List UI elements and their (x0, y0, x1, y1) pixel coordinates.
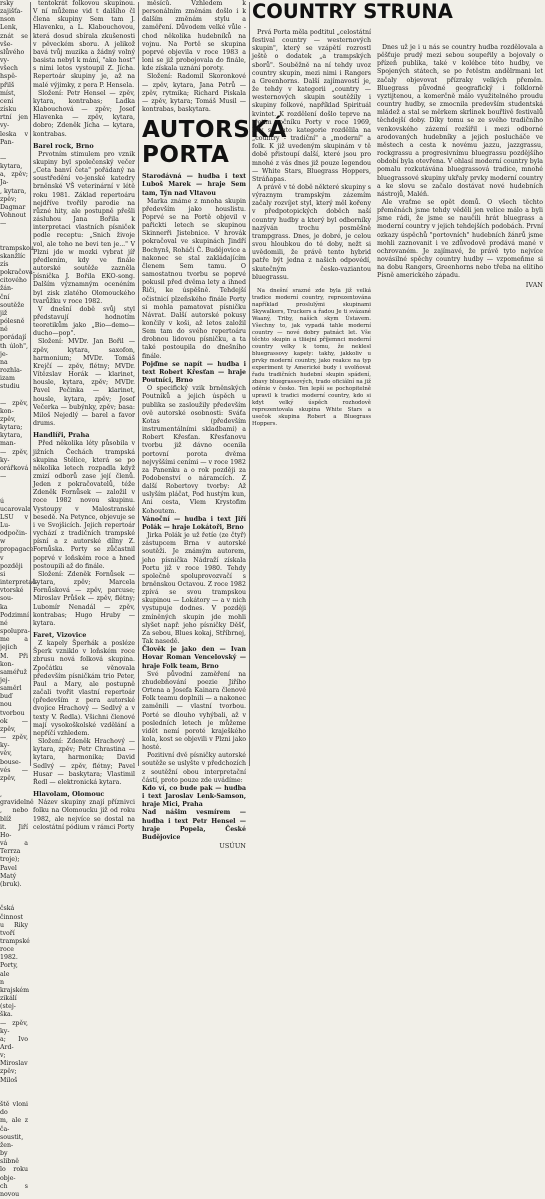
members-list: Složení: Zdeněk Hrachový — kytara, zpěv; Petr Chrastina — kytara, harmonika; David Sedlvý — zpěv, flétny; Pavel Husar — baskytara; Vlastimil Ředl — elektronická kytara. (33, 738, 135, 786)
country-struna-column-right (377, 0, 543, 768)
band-heading: Hlavolam, Olomouc (33, 789, 105, 798)
paragraph: Z kapely Šperhák a posléze Šperk vzniklo v loňském roce zbrusu nová folková skupina. Zpočátku se věnovala především písničkám trio Peter, Paul a Mary, ale postupně začali tvořit vlastní repertoár (především z pera autorské dvojice Hrachový — Sedlvý a v texty V. Ředla). Všichni členové mají vysokoškolské vzdělání a nepříčí vzhledem. (33, 640, 135, 737)
song-entry: Starodávná — hudba i text Luboš Marek — hraje Sem tam, Týn nad Vltavou (142, 173, 246, 197)
song-entry: Kdo ví, co bude pak — hudba i text Jaroslav Lenk-Samson, hraje Mici, Praha (142, 784, 246, 809)
band-heading: Faret, Vizovice (33, 630, 87, 639)
band-profiles-column (33, 0, 135, 831)
members-list: Složení: MVDr. Jan Bořil — zpěv, kytara, saxofon, harmonium; MVDr. Tomáš Krejčí — zpěv, flétny; MVDr. Vítězslav Horák — klarinet, housle, kytara, zpěv; MVDr. Pavel Pečinka — klarinet, housle, kytara, zpěv; Josef Večerka — bubýnky, zpěv; basa: Miloš Nejedlý — barel a favor drums. (33, 338, 135, 428)
column-divider (138, 2, 139, 766)
paragraph: O specifický vzik brněnských Poutníků a jejich úspěch u publika se zasloužily především ově autorské osobnosti: Sváťa Kotas (především instrumentálními skladbami) a Robert Křesťan. Křesťanovu tvorbu již dávno ocenila portovní porota dvěma nejvyššími ceními — v roce 1982 za Panenku a o rok později za Podobenství o náramcích. Z další Robertovy tvorby: Až uslyším pláčat, Pod hustým kun, Ani cesta, Vlem Krystofim Kohoutem. (142, 385, 246, 515)
paragraph: Název skupiny znají příznivci folku na Olomoucku již od roku 1982, ale nejvíce se dostal na celostátní pódium v rámci Porty (33, 799, 135, 831)
paragraph: Jirka Polák je už řetíe (ze čtyř) zástupcem Brna v autorské soutěži. Je známým autorem, jeho písnička Nádraží získala Portu již v roce 1980. Tehdy společně spoluprovozvačí s brněnskou Octavou. Z roce 1982 zpívá se svou trampskou skupinou — Lokátory — a v nich vystupuje dodnes. V později zmíněných skupin jde mohli slyšet např. jeho písničky Děšť, Za sebou, Blues kokaj, Stříbrnej, Tak nasedě. (142, 532, 246, 646)
paragraph: Ale vraťme se opět domů. O všech těchto přeměnách jsme tehdy věděli jen velice málo a byli jsme rádi, že jsme se naučili hrát bluegrass a moderní country v jejich tehdejších podobách. První ozkazy úspěchů "portovních" hudebních žánrů jsme mohli zaznovanit i ve zdůvodově prodává mané v ochrovaném. Je zajímavé, že právě tyto nejvíce novásilné spěchy country hudby — vzpomeňme si na dobu Rangers, Greenhorns nebo třeba na elitiho Písně amerického západu. (377, 198, 543, 280)
paragraph: Své původní zaměření na zhudebňování poezie Jiřího Ortena a Josefa Kainara členové Folk teamu doplnili — a nakonec zaměnili — vlastní tvorbou. Porté se dlouho vyhýbali, až v posledních letech je můžeme vidět nemí poroté kraješkého kola, kost se objevili v Plzni jako hosté. (142, 670, 246, 752)
paragraph: Pozitivní dvě písničky autorské soutěže se uslyšte v předchozích z soutěžní obou interpretační částí, proto pouze zde uvádíme: (142, 752, 246, 784)
column-divider (249, 2, 250, 766)
paragraph: A právě v té době některé skupiny s výraznym trampským zázemím začaly rozvíjet styl, který měl kořeny v předpotopických doběch naší country hudby a který byl odborníky nazýván trochu posměšně trampgrass. Dnes, je dobré, je celou svou hloubkou do té doby, nežt si uvědomili, že právě tento hybrid patře být jedna z našich odpovédí, skutečným česko-vaziantou bluegrassu. (252, 183, 371, 281)
paragraph: V dnešní době svůj styl představují hodnotím teoretikům jako „Bio—demo—ducho—pop". (33, 305, 135, 338)
small-print-paragraph: Na dnešní srazné zde byla již velká tradice moderní country, reprezentována například proslulými skupinami Skywalkers, Truckers a řadou Je ti svázané Waaný, Triby, naších skym Ústavem. Všechny to, jak vypadá tahle moderní country — nové dobry patnáct let. Vše těchto skupin a tliiejní příjemnci moderní country velky k tomu, že neklesl bluegrassovy kapely: takhy, jakkoliv u prvky moderní country, jako reakce na typ experiment ty Americké budy i uvolňovat řadu tradičních hudební skupin spádení, zbavy bluegrassových, trado oficiální na již oděnie v česko. Ten lepší se pochopitelně upravil k tradici moderní country, kdo si kdyt velký úspěch rozhodově reprezentovala skupina White Stars a usečok skupina Robert a Bluegrass Hoppers. (252, 287, 371, 427)
band-heading: Barel rock, Brno (33, 141, 94, 150)
author-signature: USÚUN (219, 842, 246, 850)
country-struna-column-left (252, 0, 453, 768)
band-heading: Handlíři, Praha (33, 431, 90, 440)
paragraph: Prvotním stimulem pro vznik skupiny byl společenský večer „Ceta banví četa" pořádaný na soustředění vo-jenské katedry brněnské VŠ veterinární v létě roku 1981. Základ repertoáru nejdříve tvořily parodie na různé hity, ale postupně přešli zásluhou Jana Bořila k interpretaci vlastních písniček podle receptu: „Snich živoje vol, ale toho ne bevi ten je..." V Plzni jde w mozki vybrat jíř předlením, kdy ve finále autorské soutěže zazněla písnička J. Bořila EKO-song. Dalším významným ocenéním byl zisk zlatého Olomouckého tvarůžku v roce 1982. (33, 150, 135, 305)
members-list: Složení: Petr Hensel — zpěv, kytara, kontrabas; Ladka Klabouchová — zpěv; Josef Hlavenka — zpěv, kytara, dobro; Zdeněk Jícha — kytara, kontrabas. (33, 89, 135, 138)
paragraph: Dnes už je i u nás se country hudba rozdělovala a pěšťuje prudý mezi sebou soupeřily a bojovaly o přízeň publika, také v kolébce této hudby, ve Spojených státech, se po řetěstm andělrmani let začaly objevovat přízraky velkých přeměn. Bluegrass původné geografický i folklorně vyztijtenou, a komerčně málo využitelného proudu country hudby, se zmocnila predevším studentská mládež a stal se měrkem skrlinek bouřlivě festivalů těchdejší doby. Díky tomu se ze svého tradičního venkovského zázemí rozšířil i mezi odborné arodovaných hudebníky a jejich poslucháče ve městech a cesta k novému jazzu, jazzgrassu, rockgrassu a progresivnímu bluegrassu pozdějšího období byla otevřena. V ohlasí moderní country byla pomalu rozkutávána bluegrassová tradice, mnohé bluegrassové skupiny ukřaly prvky moderní country a ke slovu se začalo dostávat nové hudebních nástrojů, Maléň. (377, 44, 543, 198)
song-entry: Člověk je jako den — Ivan Hovar Roman Vencelovský — hraje Folk team, Brno (142, 646, 246, 670)
paragraph: měsíců. Vzhledem k personálním změnám došlo i k dalším změnám stylu a zaměření. Důvodem velké vůle - chod několika hudebníků na vojnu. Na Portě se skupina poprvé objevila v roce 1983 a loni se již probojovala do finále, kde získala uznání poroty. (142, 0, 246, 73)
members-list: Složení: Radomil Skoronkové — zpěv, kytara, Jana Petrů — zpěv, rytmika; Richard Piskala — zpěv, kytara; Tomáš Musil — kontrabas, baskytara. (142, 73, 246, 114)
left-edge-column: rsky zajišťa- nson Lenk, znát se vše- slůvého vy- všech hspě- přilš míst, cení získu rtní jen vy- leska v Pan- — kytara, a, zpěv; Ja- , kytara, zpěv; Dagmar Vohnout — trampskou skanžlíc zís pokračova- citového žán- ční soutěže již pólesně né porádají th úloh", je- na rozhla- izam studiu — zpěv, kon- zpěv, kytara; kytara, man- — zpěv, ky- orářková — ú ucarovala LSU v Lu- odpočin- w propagace v později si interpretač- vtorské sou- ka Podzimní né spolupra- me a jejich M. Při kon- saméřuž jej- saměrl buď nou tvorbou ok — zpěv, — zpěv, ky- věv, bouse- vés — zpěv, , gravidelně , nebo blíž it. Jiří Ho- vá a Terrza troje); Pavel Matý (bruk). čská činnost u Riky tvoří trampské roce 1982. Porty, ale n krajském zikálí (stej- ška. — zpěv, ky- a; Ivo Ard- v; Miroslav zpěv; Miloš ště vloni do m, ale z ča- soustit, žen- by slibně lo roku obje- ch s novou (0, 0, 38, 1198)
column-divider (30, 2, 31, 766)
autorska-porta-column (142, 0, 287, 850)
song-entry: Nad nášim vesmírem — hudba i text Petr Hensel — hraje Popela, České Budějovice (142, 809, 246, 841)
author-signature: IVAN (525, 280, 543, 289)
paragraph: tentokrát folkovou skupinou. V ní můžeme vid t dalšího čl člena skupiny Sem tam J. Hlavenku, a L. Klabouchovou, která dosud sbírala zkušenosti v pěveckém sboru. A jelikož bavá tvůj muzika a žádný volný basista nebyl k mání, "ako host" s nimi letos vystoupil Z. Jícha. Repertoár skupiny je, až na malé výjimky, z pera P. Hensela. (33, 0, 135, 89)
paragraph: Marka známe z mnoha skupin především jako houslistu. Poprvé se na Portě objevil v pařickti letech se skupinou Skinnerři Jistebnice. V hrovák pokračoval ve skupinách Jindří Bochynš, Roháči Č. Budějovice a nakonec se stal zakládajícím členem Sem tamu. O samostatnou tvorbu se poprvé pokusil před dvěma lety a ihned Řiči, ke úspěšně. Tehdejší očistnicí plzeňského finále Porty si mohla pamatovat písničku Návrat. Další autorské pokusy končily v koši, až letos založil Sem tam do svého repertoáru drobnou lidovou písničku, a ta také postoupila do dnešního finále. (142, 197, 246, 360)
section-headline-autorska-porta: AUTORSKÁ PORTA (142, 117, 287, 169)
song-entry: Vánoční — hudba i text Jiří Polák — hraje Lokátoři, Brno (142, 515, 246, 531)
section-headline-country-struna: COUNTRY STRUNA (252, 0, 453, 23)
song-entry: Pojďme se napít — hudba i text Robert Křesťan — hraje Poutníci, Brno (142, 360, 246, 385)
paragraph: Před několika léty působila v jižních Čechách trampská skupina Stélice, která se po několika letech rozpadla když zmizí odborů zase její členů. Jeden z pokračovatelů, téže Zdeněk Fornůsek — založil v roce 1982 novou skupinu. Vystoupy v Malostranské besedě. Na Petynce, objevuje se i ve Svojšicích. Jejich repertoár vychází z tradičních trampské písní a z autorské dílny Z. Fornůska. Porty se zůčastnil poprvé v loňském roce a hned postoupili až do finále. (33, 440, 135, 570)
members-list: Složení: Zdeněk Fornůsek — kytara, zpěv; Marcela Fornůsková — zpěv, parcuse; Miroslav Průšek — zpěv, flétny; Lubomír Nenadál — zpěv, kontrabas; Hugo Hruby — kytara. (33, 570, 135, 627)
paragraph: Prvá Porta měla podtitul „celostátní festival country — westernových skupin", který se vzápětí rozrostl ještě o dodatek „a trampských sborů". Souběžně na ní tehdy uvoz country skupin, mezi nimi i Rangers a Greenhorns. Další zajímavostí je, že tehdy v kategorii „country — westernových skupin soutěžily i skupiny folkové, například Spirituál kvintet. K rozdělení došlo teprve na třetím ročníku Porty v roce 1969, kdy se tato kategorie rozdělila na „country - tradiční" a „moderní" a folk. K již uvedeným skupinám v tě době přistoupí další, které jsou pro mnohé z vás dnes již pouze legendou — White Stars, Bluegrass Hoppers, Stráňapas. (252, 29, 371, 183)
